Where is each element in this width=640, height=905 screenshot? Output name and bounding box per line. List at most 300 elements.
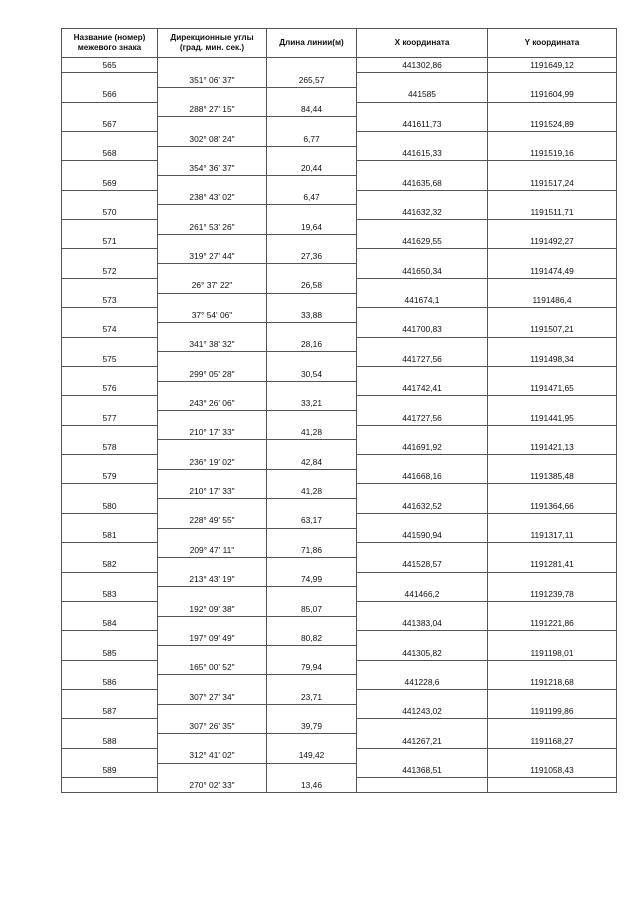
segment-row [62, 131, 617, 146]
empty-y-cell [488, 73, 617, 88]
x-coordinate-cell: 441727,56 [357, 352, 488, 367]
x-coordinate-cell: 441267,21 [357, 734, 488, 749]
x-coordinate-cell: 441742,41 [357, 381, 488, 396]
y-coordinate-cell: 1191471,65 [488, 381, 617, 396]
empty-angle-cell [158, 763, 267, 778]
empty-length-cell [267, 322, 357, 337]
line-length-cell: 27,36 [267, 249, 357, 264]
empty-name-cell [62, 778, 158, 793]
point-name-cell: 578 [62, 440, 158, 455]
x-coordinate-cell: 441668,16 [357, 469, 488, 484]
empty-angle-cell [158, 411, 267, 426]
header-y-coordinate: Y координата [488, 29, 617, 58]
point-row [62, 322, 617, 337]
segment-row [62, 690, 617, 705]
empty-x-cell [357, 366, 488, 381]
x-coordinate-cell: 441383,04 [357, 616, 488, 631]
empty-angle-cell [158, 264, 267, 279]
line-length-cell: 85,07 [267, 601, 357, 616]
line-length-cell: 33,21 [267, 396, 357, 411]
direction-angle-cell: 243° 26' 06" [158, 396, 267, 411]
point-row [62, 499, 617, 514]
x-coordinate-cell: 441302,86 [357, 58, 488, 73]
y-coordinate-cell: 1191511,71 [488, 205, 617, 220]
empty-length-cell [267, 293, 357, 308]
empty-length-cell [267, 234, 357, 249]
point-row [62, 146, 617, 161]
y-coordinate-cell: 1191421,13 [488, 440, 617, 455]
segment-row [62, 425, 617, 440]
empty-y-cell [488, 278, 617, 293]
empty-angle-cell [158, 293, 267, 308]
point-name-cell: 585 [62, 646, 158, 661]
y-coordinate-cell: 1191441,95 [488, 411, 617, 426]
segment-row [62, 396, 617, 411]
direction-angle-cell: 270° 02' 33" [158, 778, 267, 793]
line-length-cell: 80,82 [267, 631, 357, 646]
empty-angle-cell [158, 646, 267, 661]
segment-row [62, 190, 617, 205]
empty-name-cell [62, 572, 158, 587]
x-coordinate-cell: 441528,57 [357, 557, 488, 572]
point-name-cell: 588 [62, 734, 158, 749]
direction-angle-cell: 288° 27' 15" [158, 102, 267, 117]
header-line-length: Длина линии(м) [267, 29, 357, 58]
segment-row [62, 484, 617, 499]
segment-row [62, 366, 617, 381]
empty-x-cell [357, 278, 488, 293]
empty-y-cell [488, 484, 617, 499]
line-length-cell: 6,77 [267, 131, 357, 146]
x-coordinate-cell: 441590,94 [357, 528, 488, 543]
table-header [62, 29, 617, 58]
empty-y-cell [488, 161, 617, 176]
empty-length-cell [267, 675, 357, 690]
empty-name-cell [62, 484, 158, 499]
empty-length-cell [267, 176, 357, 191]
segment-row [62, 719, 617, 734]
empty-name-cell [62, 220, 158, 235]
empty-name-cell [62, 131, 158, 146]
empty-name-cell [62, 190, 158, 205]
x-coordinate-cell: 441632,32 [357, 205, 488, 220]
y-coordinate-cell: 1191604,99 [488, 87, 617, 102]
empty-name-cell [62, 719, 158, 734]
empty-y-cell [488, 396, 617, 411]
point-name-cell: 577 [62, 411, 158, 426]
y-coordinate-cell: 1191649,12 [488, 58, 617, 73]
line-length-cell: 265,57 [267, 73, 357, 88]
empty-y-cell [488, 778, 617, 793]
point-row [62, 293, 617, 308]
segment-row [62, 161, 617, 176]
empty-length-cell [267, 469, 357, 484]
empty-length-cell [267, 58, 357, 73]
direction-angle-cell: 210° 17' 33" [158, 484, 267, 499]
direction-angle-cell: 319° 27' 44" [158, 249, 267, 264]
direction-angle-cell: 209° 47' 11" [158, 543, 267, 558]
empty-x-cell [357, 601, 488, 616]
empty-angle-cell [158, 587, 267, 602]
point-name-cell: 574 [62, 322, 158, 337]
empty-x-cell [357, 660, 488, 675]
direction-angle-cell: 312° 41' 02" [158, 748, 267, 763]
empty-y-cell [488, 601, 617, 616]
point-row [62, 117, 617, 132]
empty-length-cell [267, 381, 357, 396]
y-coordinate-cell: 1191281,41 [488, 557, 617, 572]
segment-row [62, 572, 617, 587]
line-length-cell: 63,17 [267, 513, 357, 528]
point-name-cell: 589 [62, 763, 158, 778]
x-coordinate-cell: 441650,34 [357, 264, 488, 279]
empty-angle-cell [158, 528, 267, 543]
x-coordinate-cell: 441368,51 [357, 763, 488, 778]
empty-name-cell [62, 396, 158, 411]
empty-y-cell [488, 543, 617, 558]
empty-angle-cell [158, 205, 267, 220]
point-name-cell: 580 [62, 499, 158, 514]
empty-y-cell [488, 513, 617, 528]
empty-angle-cell [158, 440, 267, 455]
empty-name-cell [62, 337, 158, 352]
segment-row [62, 220, 617, 235]
empty-angle-cell [158, 616, 267, 631]
segment-row [62, 601, 617, 616]
x-coordinate-cell: 441629,55 [357, 234, 488, 249]
empty-y-cell [488, 308, 617, 323]
empty-y-cell [488, 572, 617, 587]
point-row [62, 381, 617, 396]
line-length-cell: 42,84 [267, 455, 357, 470]
segment-row [62, 455, 617, 470]
point-row [62, 587, 617, 602]
line-length-cell: 41,28 [267, 425, 357, 440]
point-row [62, 234, 617, 249]
empty-name-cell [62, 278, 158, 293]
point-name-cell: 583 [62, 587, 158, 602]
header-x-coordinate: X координата [357, 29, 488, 58]
empty-length-cell [267, 117, 357, 132]
empty-length-cell [267, 557, 357, 572]
point-name-cell: 586 [62, 675, 158, 690]
empty-length-cell [267, 352, 357, 367]
point-row [62, 675, 617, 690]
point-row [62, 58, 617, 73]
empty-angle-cell [158, 176, 267, 191]
point-row [62, 557, 617, 572]
point-name-cell: 584 [62, 616, 158, 631]
x-coordinate-cell: 441635,68 [357, 176, 488, 191]
y-coordinate-cell: 1191498,34 [488, 352, 617, 367]
x-coordinate-cell: 441228,6 [357, 675, 488, 690]
header-direction-angle: Дирекционные углы (град. мин. сек.) [158, 29, 267, 58]
line-length-cell: 84,44 [267, 102, 357, 117]
empty-x-cell [357, 425, 488, 440]
empty-x-cell [357, 190, 488, 205]
point-name-cell: 569 [62, 176, 158, 191]
line-length-cell: 26,58 [267, 278, 357, 293]
empty-x-cell [357, 249, 488, 264]
empty-y-cell [488, 337, 617, 352]
line-length-cell: 30,54 [267, 366, 357, 381]
empty-angle-cell [158, 87, 267, 102]
empty-angle-cell [158, 146, 267, 161]
y-coordinate-cell: 1191385,48 [488, 469, 617, 484]
x-coordinate-cell: 441611,73 [357, 117, 488, 132]
empty-name-cell [62, 102, 158, 117]
y-coordinate-cell: 1191198,01 [488, 646, 617, 661]
y-coordinate-cell: 1191239,78 [488, 587, 617, 602]
y-coordinate-cell: 1191486,4 [488, 293, 617, 308]
line-length-cell: 79,94 [267, 660, 357, 675]
point-row [62, 440, 617, 455]
point-row [62, 469, 617, 484]
direction-angle-cell: 261° 53' 26" [158, 220, 267, 235]
empty-y-cell [488, 690, 617, 705]
empty-x-cell [357, 513, 488, 528]
point-name-cell: 566 [62, 87, 158, 102]
x-coordinate-cell: 441674,1 [357, 293, 488, 308]
empty-name-cell [62, 308, 158, 323]
point-row [62, 205, 617, 220]
line-length-cell: 71,86 [267, 543, 357, 558]
x-coordinate-cell: 441632,52 [357, 499, 488, 514]
empty-x-cell [357, 690, 488, 705]
point-row [62, 264, 617, 279]
empty-angle-cell [158, 675, 267, 690]
direction-angle-cell: 299° 05' 28" [158, 366, 267, 381]
point-name-cell: 581 [62, 528, 158, 543]
y-coordinate-cell: 1191519,16 [488, 146, 617, 161]
segment-row [62, 660, 617, 675]
empty-length-cell [267, 264, 357, 279]
segment-row [62, 543, 617, 558]
empty-name-cell [62, 513, 158, 528]
point-row [62, 704, 617, 719]
empty-y-cell [488, 719, 617, 734]
segment-row [62, 73, 617, 88]
point-row [62, 87, 617, 102]
direction-angle-cell: 26° 37' 22" [158, 278, 267, 293]
direction-angle-cell: 236° 19' 02" [158, 455, 267, 470]
point-name-cell: 568 [62, 146, 158, 161]
direction-angle-cell: 302° 08' 24" [158, 131, 267, 146]
empty-length-cell [267, 205, 357, 220]
empty-length-cell [267, 440, 357, 455]
empty-y-cell [488, 748, 617, 763]
empty-x-cell [357, 719, 488, 734]
x-coordinate-cell: 441615,33 [357, 146, 488, 161]
x-coordinate-cell: 441466,2 [357, 587, 488, 602]
point-row [62, 352, 617, 367]
direction-angle-cell: 192° 09' 38" [158, 601, 267, 616]
line-length-cell: 23,71 [267, 690, 357, 705]
empty-x-cell [357, 631, 488, 646]
empty-name-cell [62, 455, 158, 470]
line-length-cell: 39,79 [267, 719, 357, 734]
empty-length-cell [267, 646, 357, 661]
empty-angle-cell [158, 734, 267, 749]
empty-x-cell [357, 778, 488, 793]
point-row [62, 646, 617, 661]
empty-name-cell [62, 660, 158, 675]
y-coordinate-cell: 1191364,66 [488, 499, 617, 514]
empty-angle-cell [158, 469, 267, 484]
empty-length-cell [267, 704, 357, 719]
header-point-name: Название (номер) межевого знака [62, 29, 158, 58]
empty-name-cell [62, 366, 158, 381]
line-length-cell: 33,88 [267, 308, 357, 323]
direction-angle-cell: 165° 00' 52" [158, 660, 267, 675]
y-coordinate-cell: 1191492,27 [488, 234, 617, 249]
direction-angle-cell: 37° 54' 06" [158, 308, 267, 323]
y-coordinate-cell: 1191524,89 [488, 117, 617, 132]
empty-length-cell [267, 87, 357, 102]
point-name-cell: 576 [62, 381, 158, 396]
empty-length-cell [267, 499, 357, 514]
empty-length-cell [267, 763, 357, 778]
empty-angle-cell [158, 499, 267, 514]
empty-x-cell [357, 220, 488, 235]
y-coordinate-cell: 1191507,21 [488, 322, 617, 337]
segment-row [62, 308, 617, 323]
line-length-cell: 20,44 [267, 161, 357, 176]
point-name-cell: 575 [62, 352, 158, 367]
empty-x-cell [357, 337, 488, 352]
direction-angle-cell: 354° 36' 37" [158, 161, 267, 176]
empty-y-cell [488, 102, 617, 117]
empty-angle-cell [158, 58, 267, 73]
segment-row [62, 513, 617, 528]
point-name-cell: 573 [62, 293, 158, 308]
point-row [62, 411, 617, 426]
line-length-cell: 41,28 [267, 484, 357, 499]
point-name-cell: 579 [62, 469, 158, 484]
y-coordinate-cell: 1191474,49 [488, 264, 617, 279]
empty-angle-cell [158, 322, 267, 337]
point-name-cell: 565 [62, 58, 158, 73]
point-name-cell: 570 [62, 205, 158, 220]
segment-row [62, 631, 617, 646]
empty-length-cell [267, 616, 357, 631]
line-length-cell: 19,64 [267, 220, 357, 235]
segment-row [62, 278, 617, 293]
empty-y-cell [488, 190, 617, 205]
segment-row [62, 337, 617, 352]
empty-x-cell [357, 455, 488, 470]
direction-angle-cell: 307° 27' 34" [158, 690, 267, 705]
line-length-cell: 149,42 [267, 748, 357, 763]
empty-name-cell [62, 748, 158, 763]
empty-y-cell [488, 660, 617, 675]
point-name-cell: 567 [62, 117, 158, 132]
y-coordinate-cell: 1191058,43 [488, 763, 617, 778]
empty-x-cell [357, 102, 488, 117]
point-row [62, 528, 617, 543]
empty-name-cell [62, 601, 158, 616]
empty-name-cell [62, 161, 158, 176]
empty-length-cell [267, 411, 357, 426]
y-coordinate-cell: 1191221,86 [488, 616, 617, 631]
x-coordinate-cell: 441691,92 [357, 440, 488, 455]
empty-y-cell [488, 631, 617, 646]
empty-name-cell [62, 249, 158, 264]
point-row [62, 763, 617, 778]
y-coordinate-cell: 1191317,11 [488, 528, 617, 543]
segment-row [62, 249, 617, 264]
direction-angle-cell: 238° 43' 02" [158, 190, 267, 205]
empty-x-cell [357, 484, 488, 499]
empty-y-cell [488, 425, 617, 440]
point-row [62, 176, 617, 191]
empty-length-cell [267, 528, 357, 543]
x-coordinate-cell: 441243,02 [357, 704, 488, 719]
direction-angle-cell: 341° 38' 32" [158, 337, 267, 352]
point-name-cell: 572 [62, 264, 158, 279]
point-row [62, 734, 617, 749]
empty-name-cell [62, 425, 158, 440]
segment-row [62, 748, 617, 763]
empty-name-cell [62, 690, 158, 705]
line-length-cell: 6,47 [267, 190, 357, 205]
x-coordinate-cell: 441585 [357, 87, 488, 102]
empty-name-cell [62, 631, 158, 646]
empty-x-cell [357, 748, 488, 763]
direction-angle-cell: 210° 17' 33" [158, 425, 267, 440]
empty-angle-cell [158, 704, 267, 719]
direction-angle-cell: 228° 49' 55" [158, 513, 267, 528]
point-name-cell: 571 [62, 234, 158, 249]
y-coordinate-cell: 1191199,86 [488, 704, 617, 719]
empty-y-cell [488, 220, 617, 235]
x-coordinate-cell: 441305,82 [357, 646, 488, 661]
empty-y-cell [488, 366, 617, 381]
x-coordinate-cell: 441700,83 [357, 322, 488, 337]
empty-name-cell [62, 543, 158, 558]
segment-row [62, 102, 617, 117]
empty-x-cell [357, 73, 488, 88]
direction-angle-cell: 351° 06' 37" [158, 73, 267, 88]
line-length-cell: 74,99 [267, 572, 357, 587]
empty-length-cell [267, 146, 357, 161]
empty-length-cell [267, 587, 357, 602]
empty-x-cell [357, 572, 488, 587]
empty-y-cell [488, 455, 617, 470]
header-row [62, 29, 617, 58]
point-row [62, 616, 617, 631]
empty-x-cell [357, 396, 488, 411]
empty-length-cell [267, 734, 357, 749]
empty-angle-cell [158, 557, 267, 572]
empty-angle-cell [158, 381, 267, 396]
direction-angle-cell: 197° 09' 49" [158, 631, 267, 646]
empty-y-cell [488, 249, 617, 264]
point-name-cell: 587 [62, 704, 158, 719]
empty-x-cell [357, 543, 488, 558]
empty-x-cell [357, 308, 488, 323]
table-body [62, 58, 617, 793]
y-coordinate-cell: 1191517,24 [488, 176, 617, 191]
empty-angle-cell [158, 234, 267, 249]
line-length-cell: 13,46 [267, 778, 357, 793]
segment-row [62, 778, 617, 793]
x-coordinate-cell: 441727,56 [357, 411, 488, 426]
boundary-coordinates-table [61, 28, 617, 793]
line-length-cell: 28,16 [267, 337, 357, 352]
y-coordinate-cell: 1191218,68 [488, 675, 617, 690]
empty-angle-cell [158, 117, 267, 132]
